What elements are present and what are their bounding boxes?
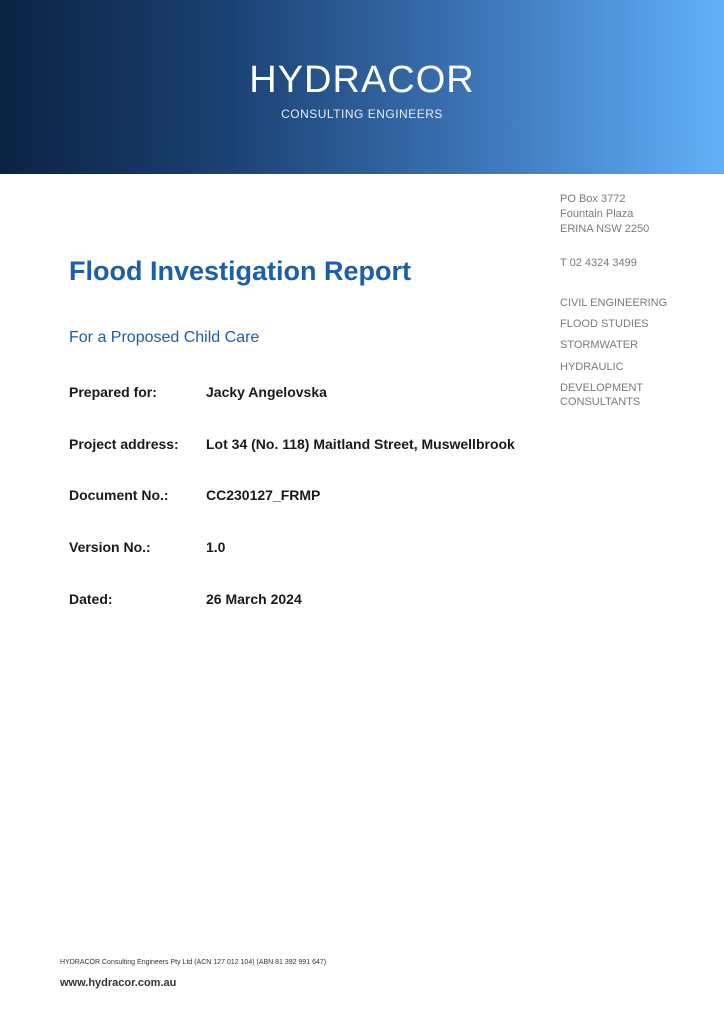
detail-label-dated: Dated: [69,591,113,607]
company-tagline: CONSULTING ENGINEERS [281,107,443,121]
service-item: DEVELOPMENT [560,382,644,394]
footer-website-link[interactable]: www.hydracor.com.au [60,977,177,989]
detail-value-version-no: 1.0 [206,539,226,555]
service-item: FLOOD STUDIES [560,318,649,330]
contact-city: ERINA NSW 2250 [560,223,650,235]
header-banner [0,0,724,174]
detail-value-document-no: CC230127_FRMP [206,487,321,503]
company-logo: HYDRACOR [249,59,475,101]
detail-label-version-no: Version No.: [69,539,151,555]
detail-value-project-address: Lot 34 (No. 118) Maitland Street, Muswellbrook [206,436,515,452]
service-item: HYDRAULIC [560,361,624,373]
detail-label-prepared-for: Prepared for: [69,384,157,400]
report-title: Flood Investigation Report [69,256,411,286]
contact-po-box: PO Box 3772 [560,193,626,205]
footer-company-info: HYDRACOR Consulting Engineers Pty Ltd (ACN 127 012 104) (ABN 81 392 991 647) [60,959,327,966]
contact-phone: T 02 4324 3499 [560,257,637,269]
service-item: CONSULTANTS [560,396,641,408]
detail-label-document-no: Document No.: [69,487,169,503]
contact-plaza: Fountain Plaza [560,208,634,220]
detail-value-dated: 26 March 2024 [206,591,302,607]
detail-value-prepared-for: Jacky Angelovska [206,384,327,400]
detail-label-project-address: Project address: [69,436,179,452]
service-item: CIVIL ENGINEERING [560,297,668,309]
report-subtitle: For a Proposed Child Care [69,329,260,346]
service-item: STORMWATER [560,339,639,351]
